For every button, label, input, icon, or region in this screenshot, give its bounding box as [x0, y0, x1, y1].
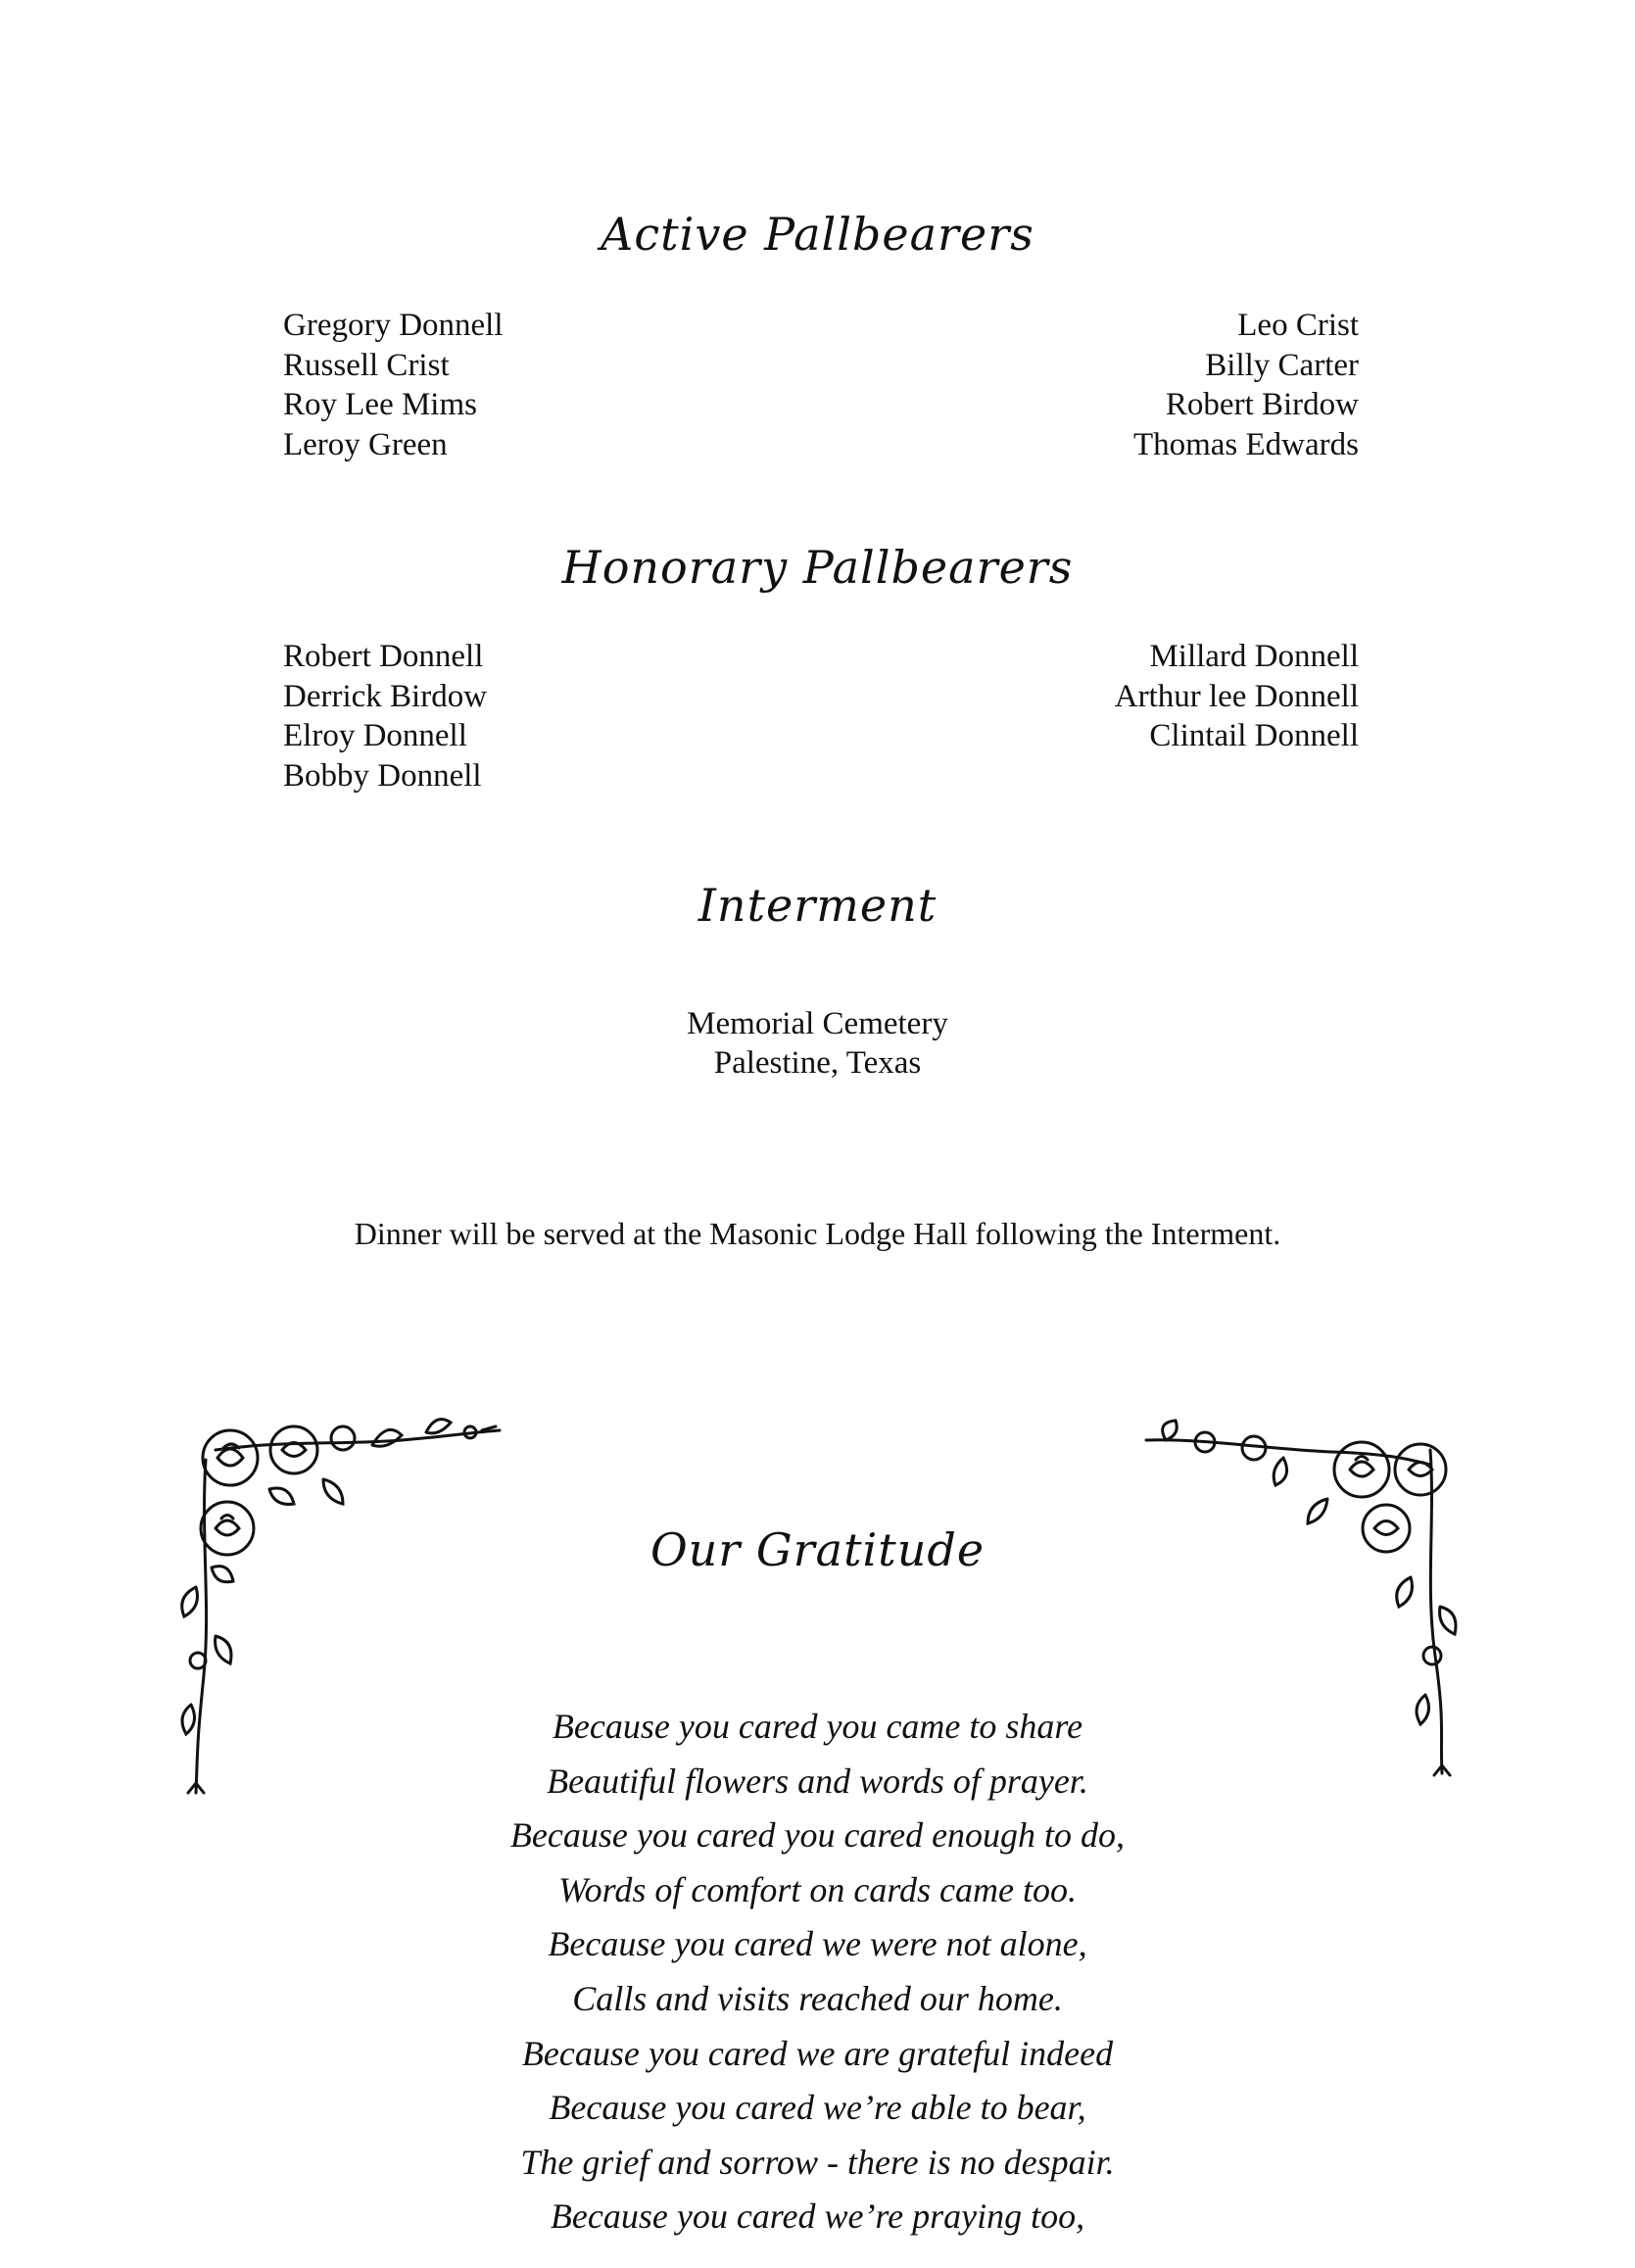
interment-location	[0, 1004, 1635, 1083]
dinner-note: Dinner will be served at the Masonic Lodge Hall following the Interment.	[354, 1216, 1281, 1251]
honorary-pallbearers-right-list	[1115, 637, 1359, 756]
name-item: Leo Crist	[1237, 308, 1359, 343]
poem-line: Because you cared we were not alone,	[548, 1924, 1087, 1964]
honorary-pallbearers-left-list	[283, 637, 487, 796]
name-item: Robert Donnell	[283, 639, 484, 674]
interment-heading: Interment	[697, 879, 938, 932]
poem-line: Words of comfort on cards came too.	[558, 1869, 1077, 1909]
gratitude-poem	[0, 1700, 1635, 2244]
name-item: Arthur lee Donnell	[1114, 678, 1359, 714]
active-pallbearers-right-list	[1133, 306, 1359, 464]
name-item: Derrick Birdow	[283, 678, 488, 714]
honorary-pallbearers-heading: Honorary Pallbearers	[561, 541, 1074, 594]
name-item: Clintail Donnell	[1149, 718, 1359, 753]
name-item: Thomas Edwards	[1132, 426, 1359, 462]
name-item: Robert Birdow	[1165, 387, 1359, 422]
name-item: Russell Crist	[283, 347, 450, 383]
poem-line: Calls and visits reached our home.	[572, 1978, 1063, 2018]
poem-line: Because you cared we’re praying too,	[550, 2196, 1085, 2237]
poem-line: The grief and sorrow - there is no despair.	[520, 2142, 1115, 2182]
name-item: Bobby Donnell	[283, 757, 482, 794]
active-pallbearers-left-list	[283, 306, 504, 464]
name-item: Leroy Green	[283, 426, 448, 462]
poem-line: Because you cared you came to share	[552, 1707, 1083, 1746]
cemetery-name: Memorial Cemetery	[687, 1006, 948, 1041]
poem-line: Because you cared we’re able to bear,	[549, 2088, 1086, 2128]
poem-line: Beautiful flowers and words of prayer.	[547, 1761, 1088, 1801]
name-item: Roy Lee Mims	[283, 387, 477, 422]
name-item: Millard Donnell	[1149, 639, 1359, 674]
poem-line: Because you cared we are grateful indeed	[521, 2033, 1114, 2073]
cemetery-city: Palestine, Texas	[713, 1045, 922, 1081]
poem-line: Because you cared you cared enough to do,	[509, 1815, 1126, 1856]
name-item: Gregory Donnell	[283, 308, 504, 343]
gratitude-heading: Our Gratitude	[649, 1523, 986, 1576]
active-pallbearers-heading: Active Pallbearers	[601, 208, 1034, 261]
name-item: Elroy Donnell	[283, 718, 467, 753]
name-item: Billy Carter	[1205, 347, 1359, 383]
